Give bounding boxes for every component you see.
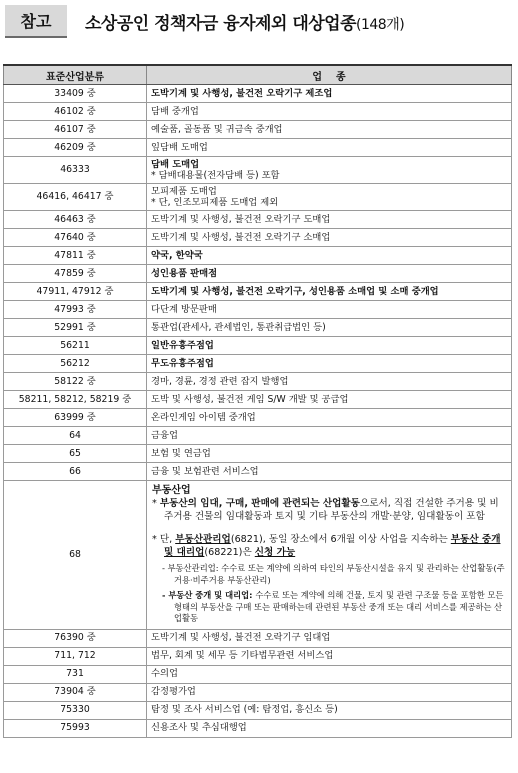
exception-middle: (6821), 동일 장소에서 6개월 이상 사업을 지속하는 [230,534,451,545]
industry-name [147,184,512,211]
industry-name [147,719,512,737]
industry-name-text: 도박기계 및 사행성, 불건전 오락기구, 성인용품 소매업 및 소매 중개업 [151,285,439,297]
note-property-management [162,563,506,586]
table-row [4,229,512,247]
industry-code: 47811 중 [4,247,147,265]
industry-code: 47911, 47912 중 [4,283,147,301]
industry-name-text: 담배 중개업 [151,105,199,117]
table-row [4,121,512,139]
page-title-text: 소상공인 정책자금 융자제외 대상업종 [85,14,357,34]
note-text: 수수료 또는 계약에 의해 건물, 토지 및 관련 구조물 등을 포함한 모든 형태의 부동산을 구매 또는 판매하는데 관련된 부동산 중개 또는 대리 서비스를 제공하는 산업활동 [174,590,504,623]
industry-code: 73904 중 [4,683,147,701]
table-row [4,445,512,463]
exception-item-2: 부동산 중개 및 대리업 [164,534,501,558]
industry-name-text: 성인용품 판매점 [151,267,218,279]
industry-name-text: 법무, 회계 및 세무 등 기타법무관련 서비스업 [151,650,334,662]
industry-name-text: 도박기계 및 사행성, 불건전 오락기구 제조업 [151,87,333,99]
note-text: 수수료 또는 계약에 의하여 타인의 부동산시설을 유지 및 관리하는 산업활동(주거용·비주거용 부동산관리) [174,563,505,585]
exception-code: (68221) [204,547,243,558]
industry-code: 46416, 46417 중 [4,184,147,211]
industry-name [147,337,512,355]
industry-name-text: 일반유흥주점업 [151,339,214,351]
exception-particle: 은 [242,547,255,558]
industry-name-text: 보험 및 연금업 [151,447,211,459]
industry-name [147,647,512,665]
industry-code: 46463 중 [4,211,147,229]
industry-name-text: 도박기계 및 사행성, 불건전 오락기구 임대업 [151,632,331,644]
table-row [4,211,512,229]
industry-code: 76390 중 [4,629,147,647]
industry-code: 47640 중 [4,229,147,247]
industry-code: 75330 [4,701,147,719]
industry-code: 68 [4,481,147,630]
industry-name-text: 금융 및 보험관련 서비스업 [151,465,259,477]
industry-code: 731 [4,665,147,683]
industry-note: * 담배대용물(전자담배 등) 포함 [151,170,280,181]
industry-code: 65 [4,445,147,463]
note-brokerage [162,590,506,625]
table-header-row [4,65,512,85]
industry-name-text: 통관업(관세사, 관세법인, 통관취급법인 등) [151,321,326,333]
bullet: * [152,498,160,509]
table-row [4,355,512,373]
industry-name [147,211,512,229]
industry-code: 711, 712 [4,647,147,665]
table-row [4,319,512,337]
column-header-name: 업 종 [147,65,512,85]
table-row [4,629,512,647]
industry-name [147,139,512,157]
table-row [4,391,512,409]
industry-name-text: 무도유흥주점업 [151,357,214,369]
industry-name-text: 담배 도매업 [151,158,200,170]
industry-code: 33409 중 [4,85,147,103]
industry-name-text: 도박기계 및 사행성, 불건전 오락기구 도매업 [151,213,331,225]
industry-code: 66 [4,463,147,481]
industry-name [147,391,512,409]
note-label: - 부동산관리업: [162,563,222,573]
industry-name-text: 신용조사 및 추심대행업 [151,722,247,734]
table-row [4,265,512,283]
industry-name [147,373,512,391]
industry-code: 46107 중 [4,121,147,139]
industry-name-text: 감정평가업 [151,686,196,698]
industry-code: 63999 중 [4,409,147,427]
industry-code: 46102 중 [4,103,147,121]
table-row [4,719,512,737]
industry-name [147,121,512,139]
industry-name [147,103,512,121]
industry-name [147,301,512,319]
industry-name-text: 약국, 한약국 [151,249,203,261]
industry-name [147,629,512,647]
table-row [4,184,512,211]
industry-code: 52991 중 [4,319,147,337]
table-row [4,463,512,481]
table-row [4,301,512,319]
exception-prefix: * 단, [152,534,176,545]
exception-item-1: 부동산관리업 [175,534,231,545]
table-row [4,665,512,683]
industry-code: 75993 [4,719,147,737]
table-row [4,701,512,719]
industry-code: 46333 [4,157,147,184]
industry-name [147,85,512,103]
industry-name [147,157,512,184]
industry-name [147,265,512,283]
table-row [4,157,512,184]
table-row [4,427,512,445]
industry-name [147,283,512,301]
industry-code: 47993 중 [4,301,147,319]
industry-name [147,409,512,427]
document-header [5,5,513,36]
real-estate-definition [152,497,506,523]
industry-name [147,355,512,373]
real-estate-exception [152,533,506,559]
industry-name [147,427,512,445]
industry-name [147,247,512,265]
excluded-industries-table [3,64,512,738]
industry-code: 58211, 58212, 58219 중 [4,391,147,409]
table-row [4,139,512,157]
table-row [4,373,512,391]
industry-name-text: 도박 및 사행성, 불건전 게임 S/W 개발 및 공급업 [151,393,349,405]
table-row [4,337,512,355]
industry-note: * 단, 인조모피제품 도매업 제외 [151,197,279,208]
industry-name-text: 모피제품 도매업 [151,185,217,197]
industry-name [147,701,512,719]
industry-name-text: 탐정 및 조사 서비스업 (예: 탐정업, 흥신소 등) [151,704,338,716]
industry-name-text: 잎담배 도매업 [151,141,208,153]
industry-name [147,445,512,463]
table-row [4,683,512,701]
industry-name-text: 금융업 [151,429,178,441]
industry-name-text: 예술품, 골동품 및 귀금속 중개업 [151,123,283,135]
industry-code: 47859 중 [4,265,147,283]
industry-name [147,665,512,683]
industry-name [147,683,512,701]
column-header-code: 표준산업분류 [4,65,147,85]
page-title [85,9,404,34]
industry-name-text: 다단계 방문판매 [151,303,217,315]
industry-code: 46209 중 [4,139,147,157]
note-label: - 부동산 중개 및 대리업: [162,590,256,600]
table-row [4,647,512,665]
exception-eligible: 신청 가능 [254,547,296,558]
industry-name-text: 수의업 [151,668,178,680]
table-row-real-estate [4,481,512,630]
table-row [4,409,512,427]
industry-code: 56212 [4,355,147,373]
reference-tag: 참고 [5,5,67,38]
real-estate-detail [147,481,512,630]
item-count: (148개) [356,17,405,33]
industry-name-text: 온라인게임 아이템 중개업 [151,411,256,423]
industry-code: 58122 중 [4,373,147,391]
industry-name-text: 경마, 경륜, 경정 관련 잡지 발행업 [151,375,289,387]
table-row [4,85,512,103]
table-row [4,283,512,301]
industry-name [147,319,512,337]
table-row [4,247,512,265]
industry-code: 64 [4,427,147,445]
industry-name-text: 도박기계 및 사행성, 불건전 오락기구 소매업 [151,231,331,243]
industry-name [147,463,512,481]
definition-text: 으로서, 직접 건설한 주거용 및 비주거용 건물의 임대활동과 토지 및 기타 부동산의 개발·분양, 임대활동이 포함 [164,498,499,522]
table-row [4,103,512,121]
definition-bold: 부동산의 임대, 구매, 판매에 관련되는 산업활동 [159,498,360,509]
industry-code: 56211 [4,337,147,355]
industry-name [147,229,512,247]
real-estate-title: 부동산업 [152,485,191,496]
